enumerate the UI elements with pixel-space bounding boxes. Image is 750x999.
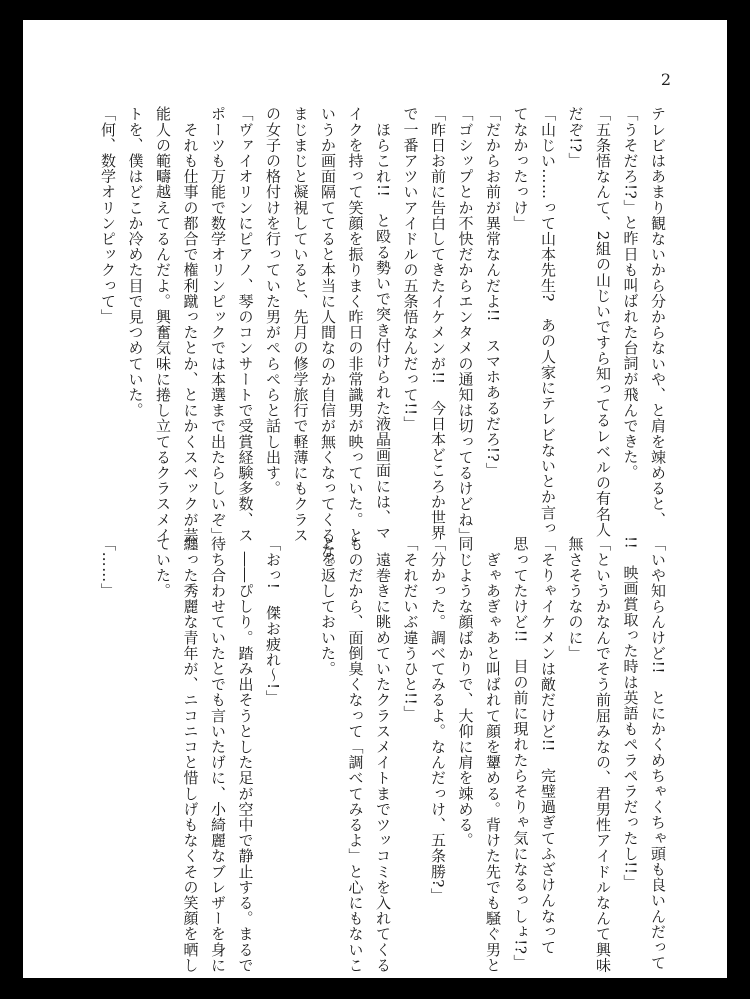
text-line: の女子の格付けを行っていた男がぺらぺらと話し出す。 (264, 106, 282, 496)
text-line: 「ヴァイオリンにピアノ、琴のコンサートで受賞経験多数、ス (236, 106, 255, 543)
text-line: ていた。 (154, 536, 172, 599)
text-line: とを返しておいた。 (319, 536, 337, 677)
text-line: ポーツも万能で数学オリンピックでは本選まで出たらしいぞ」 (209, 106, 227, 543)
text-line: ものだから、面倒臭くなって「調べてみるよ」と心にもないこ (346, 536, 365, 973)
text-line: 思ってたけど!! 目の前に現れたらそりゃ気になるっしょ!?」 (511, 536, 530, 971)
book-page (23, 20, 727, 978)
text-column-bottom (71, 536, 671, 973)
text-line: まじまじと凝視していると、先月の修学旅行で軽薄にもクラス (291, 106, 310, 543)
text-line: ――ぴしり。踏み出そうとした足が空中で静止する。まるで (236, 536, 255, 973)
text-line: 「分かった。調べてみるよ。なんだっけ、五条勝?」 (429, 536, 447, 904)
text-line: テレビはあまり観ないから分からないや、と肩を竦めると、 (649, 106, 667, 528)
text-line: 「それだいぶ違うひと!!」 (401, 536, 420, 721)
text-line: だぞ!?」 (566, 106, 585, 169)
text-line: トを、僕はどこか冷めた目で見つめていた。 (126, 106, 145, 418)
text-line: 遠巻きに眺めていたクラスメイトまでツッコミを入れてくる (374, 536, 392, 973)
text-line: それも仕事の都合で権利蹴ったとか、とにかくスペックが芸 (181, 106, 200, 543)
text-line: 待ち合わせていたとでも言いたげに、小綺麗なブレザーを身に (209, 536, 227, 973)
text-line: イクを持って笑顔を振りまく昨日の非常識男が映っていた。と (346, 106, 365, 543)
text-line: 無さそうなのに」 (566, 536, 585, 661)
text-line: 「というかなんでそう前屈みなの、君男性アイドルなんて興味 (594, 536, 612, 973)
text-line: 纏った秀麗な青年が、ニコニコと惜しげもなくその笑顔を晒し (181, 536, 200, 973)
text-line: 「うそだろ!?」と昨日も叫ばれた台詞が飛んできた。 (621, 106, 640, 481)
text-line: で一番アツいアイドルの五条悟なんだって!!」 (401, 106, 420, 432)
text-line: 「五条悟なんて、2組の山じいですら知ってるレベルの有名人 (594, 106, 612, 538)
text-line: !! 映画賞取った時は英語もペラペラだったし!!」 (621, 536, 640, 891)
text-line: 「……」 (99, 536, 117, 599)
text-line: 「そりゃイケメンは敵だけど!! 完璧過ぎてふざけんなって (539, 536, 557, 955)
text-line: 能人の範疇越えてるんだよ。興奮気味に捲し立てるクラスメイ (154, 106, 172, 543)
text-line: ぎゃあぎゃあと叫ばれて顔を顰める。背けた先でも騒ぐ男と (484, 536, 502, 973)
text-line: 「おっ! 傑お疲れ～!」 (264, 536, 282, 706)
text-line: 「何、数学オリンピックって」 (99, 106, 117, 325)
text-line: ほらこれ!! と殴る勢いで突き付けられた液晶画面には、マ (374, 106, 392, 541)
text-line: てなかったっけ」 (511, 106, 530, 231)
text-line: 「ゴシップとか不快だからエンタメの通知は切ってるけどね」 (456, 106, 475, 543)
text-column-top (71, 106, 671, 574)
text-line: 「昨日お前に告白してきたイケメンが!! 今日本どころか世界 (429, 106, 447, 541)
text-line: 同じような顔ばかりで、大仰に肩を竦める。 (456, 536, 475, 848)
page-number: 2 (660, 70, 671, 89)
text-line: いうか画面隔ててると本当に人間なのか自信が無くなってくるな。 (319, 106, 337, 574)
text-line: 「だからお前が異常なんだよ!! スマホあるだろ!?」 (484, 106, 502, 478)
text-line: 「いや知らんけど!! とにかくめちゃくちゃ頭も良いんだって (649, 536, 667, 971)
text-line: 「山じい……って山本先生? あの人家にテレビないとか言っ (539, 106, 557, 536)
